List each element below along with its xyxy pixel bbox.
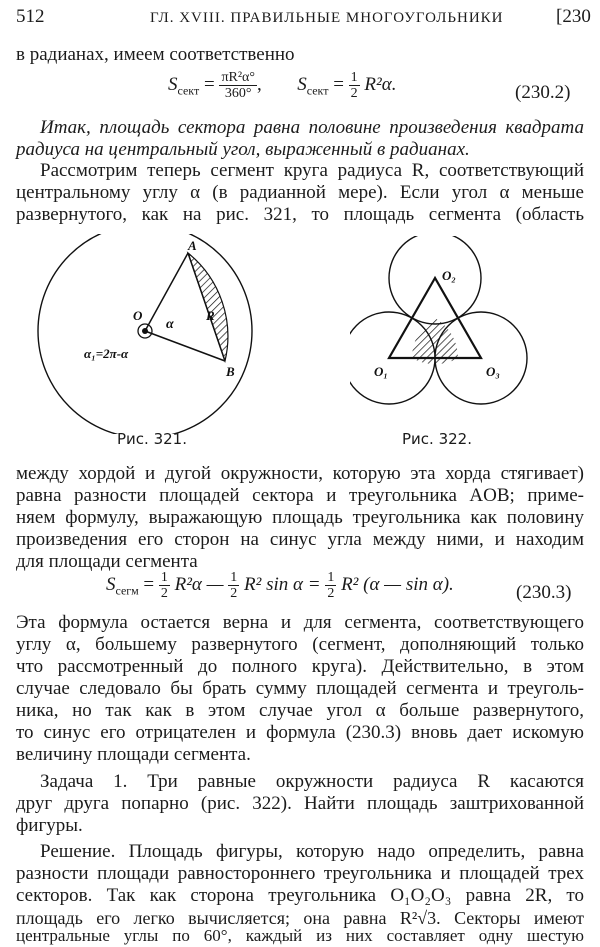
paragraph-line: няем формулу, выражающую площадь треугольника как половину [16, 507, 584, 528]
label-alpha1: α₁=2π-α [84, 346, 129, 361]
paragraph-line: центральному углу α (в радианной мере). Если угол α меньше [16, 182, 584, 203]
task-line: фигуры. [16, 815, 83, 836]
formula-number-230-2: (230.2) [515, 82, 571, 103]
paragraph-line: ника, но так как в этом случае угол α больше развернутого, [16, 700, 584, 721]
caption-321: Рис. 321. [117, 430, 187, 448]
solution-line: разности площади равностороннего треугольника и площадей трех [16, 863, 584, 884]
solution-line: площадь его легко вычисляется; она равна R²√3. Секторы имеют [16, 908, 584, 928]
formula-230-2: $S_{сект}$ = $\frac{\text{πR²α°}}{360^\circ}$ , $S_{сект}$ = $\frac{1}{2}$ R²α. [168, 70, 397, 101]
paragraph-line: что рассмотренный до полного круга). Действительно, в этом [16, 656, 584, 677]
label-O1: O₁ [374, 364, 388, 379]
solution-line: секторов. Так как сторона треугольника O₁O₂O₃ равна 2R, то [16, 885, 584, 906]
formula-number-230-3: (230.3) [516, 582, 572, 603]
paragraph-line: произведения его сторон на синус угла между ними, и находим [16, 529, 584, 550]
paragraph-line: углу α, большему развернутого (сегмент, дополняющий только [16, 634, 584, 655]
conclusion-line: Итак, площадь сектора равна половине произведения квадрата [40, 117, 584, 138]
paragraph-line: развернутого, как на рис. 321, то площадь сегмента (область [16, 204, 584, 225]
section-number: [230 [556, 6, 591, 27]
paragraph-line: для площади сегмента [16, 551, 198, 572]
paragraph-line: величину площади сегмента. [16, 744, 251, 765]
running-title: ГЛ. XVIII. ПРАВИЛЬНЫЕ МНОГОУГОЛЬНИКИ [150, 10, 504, 26]
label-R: R [206, 308, 215, 323]
figure-322 [350, 236, 550, 426]
label-B: B [226, 364, 235, 379]
paragraph-line: Эта формула остается верна и для сегмента, соответствующего [16, 612, 584, 633]
paragraph-line: то синус его отрицателен и формула (230.3) вновь дает искомую [16, 722, 584, 743]
caption-322: Рис. 322. [402, 430, 472, 448]
label-O2: O₂ [442, 268, 456, 283]
conclusion-line: радиуса на центральный угол, выраженный в радианах. [16, 139, 470, 160]
paragraph-line: между хордой и дугой окружности, которую эта хорда стягивает) [16, 463, 584, 484]
label-A: A [188, 238, 197, 253]
paragraph-line: равна разности площадей сектора и треугольника AOB; приме- [16, 485, 584, 506]
paragraph-line: случае следовало бы брать сумму площадей сегмента и треуголь- [16, 678, 584, 699]
label-alpha: α [166, 317, 174, 332]
task-line: Задача 1. Три равные окружности радиуса R касаются [40, 771, 584, 792]
intro-line: в радианах, имеем соответственно [16, 44, 295, 65]
page-number: 512 [16, 6, 45, 27]
solution-line: Решение. Площадь фигуры, которую надо определить, равна [40, 841, 584, 862]
solution-line: центральные углы по 60°, каждый из них составляет одну шестую [16, 926, 584, 945]
paragraph-line: Рассмотрим теперь сегмент круга радиуса R, соответствующий [40, 160, 584, 181]
label-O: O [133, 308, 143, 323]
task-line: друг друга попарно (рис. 322). Найти площадь заштрихованной [16, 793, 584, 814]
label-O3: O₃ [486, 364, 500, 379]
formula-230-3: $S_{сегм}$ = $\frac{1}{2}$ R²α — $\frac{1}{2}$ R² sin α = $\frac{1}{2}$ R² (α — sin α). [106, 570, 454, 601]
figure-321 [20, 234, 290, 434]
